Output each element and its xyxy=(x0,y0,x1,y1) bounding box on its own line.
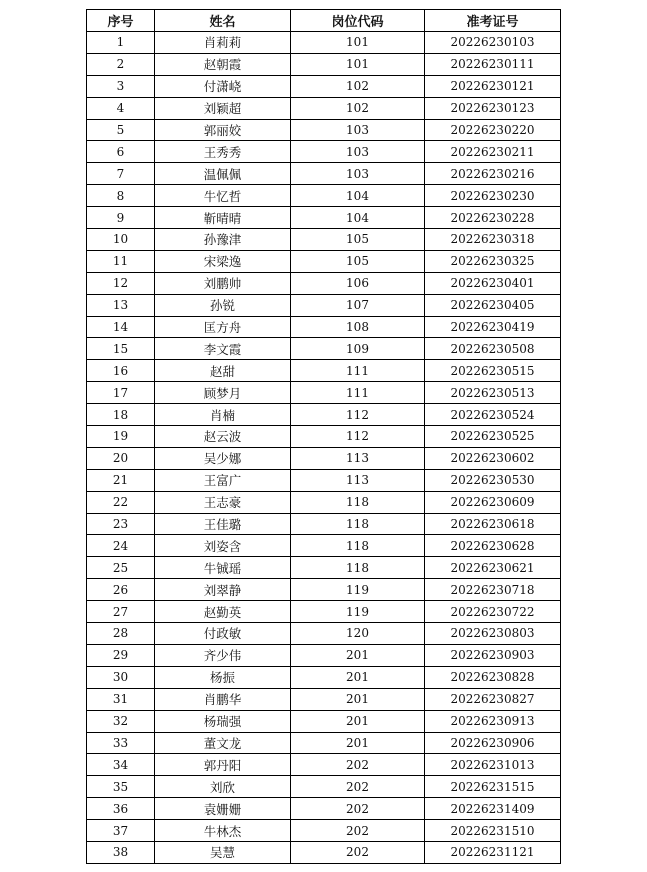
table-row xyxy=(87,513,561,535)
cell-post-code: 111 xyxy=(291,360,425,382)
cell-post-code: 201 xyxy=(291,688,425,710)
admission-list-container xyxy=(86,9,561,864)
cell-name: 付潇峣 xyxy=(155,75,291,97)
cell-post-code: 103 xyxy=(291,119,425,141)
cell-post-code: 118 xyxy=(291,557,425,579)
cell-exam-number: 20226230722 xyxy=(425,601,561,623)
cell-exam-number: 20226230906 xyxy=(425,732,561,754)
cell-post-code: 118 xyxy=(291,535,425,557)
cell-seq: 19 xyxy=(87,426,155,448)
cell-name: 王志豪 xyxy=(155,491,291,513)
cell-seq: 5 xyxy=(87,119,155,141)
table-row xyxy=(87,404,561,426)
cell-name: 赵甜 xyxy=(155,360,291,382)
header-seq: 序号 xyxy=(87,10,155,32)
cell-exam-number: 20226230602 xyxy=(425,447,561,469)
table-row xyxy=(87,447,561,469)
cell-exam-number: 20226230220 xyxy=(425,119,561,141)
cell-name: 肖楠 xyxy=(155,404,291,426)
table-row xyxy=(87,710,561,732)
table-body xyxy=(87,32,561,864)
table-row xyxy=(87,535,561,557)
cell-post-code: 102 xyxy=(291,97,425,119)
cell-exam-number: 20226230913 xyxy=(425,710,561,732)
cell-seq: 3 xyxy=(87,75,155,97)
cell-name: 刘姿含 xyxy=(155,535,291,557)
cell-seq: 38 xyxy=(87,841,155,863)
table-header xyxy=(87,10,561,32)
cell-post-code: 202 xyxy=(291,820,425,842)
cell-seq: 37 xyxy=(87,820,155,842)
cell-exam-number: 20226230103 xyxy=(425,32,561,54)
cell-post-code: 202 xyxy=(291,776,425,798)
cell-seq: 17 xyxy=(87,382,155,404)
table-row xyxy=(87,294,561,316)
cell-exam-number: 20226230405 xyxy=(425,294,561,316)
table-row xyxy=(87,754,561,776)
cell-name: 李文霞 xyxy=(155,338,291,360)
cell-seq: 27 xyxy=(87,601,155,623)
cell-post-code: 105 xyxy=(291,250,425,272)
table-row xyxy=(87,426,561,448)
table-row xyxy=(87,579,561,601)
cell-seq: 9 xyxy=(87,207,155,229)
table-row xyxy=(87,601,561,623)
cell-post-code: 201 xyxy=(291,710,425,732)
cell-seq: 11 xyxy=(87,250,155,272)
table-row xyxy=(87,666,561,688)
cell-seq: 29 xyxy=(87,644,155,666)
cell-seq: 22 xyxy=(87,491,155,513)
cell-exam-number: 20226230508 xyxy=(425,338,561,360)
cell-exam-number: 20226230419 xyxy=(425,316,561,338)
table-row xyxy=(87,185,561,207)
cell-post-code: 101 xyxy=(291,53,425,75)
cell-name: 刘鹏帅 xyxy=(155,272,291,294)
cell-exam-number: 20226231409 xyxy=(425,798,561,820)
table-row xyxy=(87,623,561,645)
cell-post-code: 103 xyxy=(291,163,425,185)
cell-post-code: 202 xyxy=(291,841,425,863)
cell-name: 王秀秀 xyxy=(155,141,291,163)
cell-exam-number: 20226230515 xyxy=(425,360,561,382)
cell-post-code: 105 xyxy=(291,229,425,251)
cell-name: 齐少伟 xyxy=(155,644,291,666)
cell-name: 牛林杰 xyxy=(155,820,291,842)
cell-name: 付政敏 xyxy=(155,623,291,645)
cell-exam-number: 20226230401 xyxy=(425,272,561,294)
cell-name: 袁姗姗 xyxy=(155,798,291,820)
cell-exam-number: 20226231515 xyxy=(425,776,561,798)
cell-post-code: 102 xyxy=(291,75,425,97)
table-row xyxy=(87,776,561,798)
cell-exam-number: 20226230618 xyxy=(425,513,561,535)
table-row xyxy=(87,688,561,710)
cell-name: 赵云波 xyxy=(155,426,291,448)
cell-seq: 8 xyxy=(87,185,155,207)
cell-name: 王富广 xyxy=(155,469,291,491)
cell-seq: 14 xyxy=(87,316,155,338)
cell-exam-number: 20226231121 xyxy=(425,841,561,863)
cell-exam-number: 20226230216 xyxy=(425,163,561,185)
cell-name: 肖鹏华 xyxy=(155,688,291,710)
cell-post-code: 104 xyxy=(291,207,425,229)
cell-post-code: 201 xyxy=(291,644,425,666)
cell-name: 孙豫津 xyxy=(155,229,291,251)
cell-name: 温佩佩 xyxy=(155,163,291,185)
cell-post-code: 119 xyxy=(291,579,425,601)
cell-name: 吴慧 xyxy=(155,841,291,863)
cell-name: 肖莉莉 xyxy=(155,32,291,54)
table-row xyxy=(87,32,561,54)
table-row xyxy=(87,841,561,863)
table-row xyxy=(87,250,561,272)
cell-post-code: 112 xyxy=(291,426,425,448)
cell-seq: 32 xyxy=(87,710,155,732)
table-row xyxy=(87,338,561,360)
cell-seq: 2 xyxy=(87,53,155,75)
cell-seq: 18 xyxy=(87,404,155,426)
cell-seq: 10 xyxy=(87,229,155,251)
cell-exam-number: 20226230530 xyxy=(425,469,561,491)
cell-post-code: 104 xyxy=(291,185,425,207)
cell-seq: 4 xyxy=(87,97,155,119)
table-row xyxy=(87,360,561,382)
table-row xyxy=(87,53,561,75)
cell-seq: 24 xyxy=(87,535,155,557)
cell-name: 郭丹阳 xyxy=(155,754,291,776)
cell-seq: 28 xyxy=(87,623,155,645)
cell-name: 靳晴晴 xyxy=(155,207,291,229)
cell-name: 王佳璐 xyxy=(155,513,291,535)
table-row xyxy=(87,97,561,119)
cell-exam-number: 20226230621 xyxy=(425,557,561,579)
cell-exam-number: 20226230121 xyxy=(425,75,561,97)
cell-post-code: 103 xyxy=(291,141,425,163)
cell-post-code: 202 xyxy=(291,754,425,776)
cell-name: 赵勤英 xyxy=(155,601,291,623)
cell-seq: 1 xyxy=(87,32,155,54)
cell-name: 杨瑞强 xyxy=(155,710,291,732)
cell-exam-number: 20226230230 xyxy=(425,185,561,207)
cell-post-code: 201 xyxy=(291,666,425,688)
cell-exam-number: 20226230513 xyxy=(425,382,561,404)
cell-post-code: 107 xyxy=(291,294,425,316)
cell-name: 刘翠静 xyxy=(155,579,291,601)
cell-post-code: 118 xyxy=(291,513,425,535)
table-row xyxy=(87,644,561,666)
table-row xyxy=(87,382,561,404)
cell-seq: 12 xyxy=(87,272,155,294)
cell-name: 牛忆哲 xyxy=(155,185,291,207)
cell-seq: 26 xyxy=(87,579,155,601)
cell-post-code: 111 xyxy=(291,382,425,404)
table-row xyxy=(87,272,561,294)
cell-name: 宋梁逸 xyxy=(155,250,291,272)
cell-name: 郭丽姣 xyxy=(155,119,291,141)
cell-post-code: 101 xyxy=(291,32,425,54)
table-row xyxy=(87,119,561,141)
header-name: 姓名 xyxy=(155,10,291,32)
table-row xyxy=(87,469,561,491)
cell-seq: 34 xyxy=(87,754,155,776)
admission-list-table xyxy=(86,9,561,864)
cell-post-code: 118 xyxy=(291,491,425,513)
cell-exam-number: 20226230123 xyxy=(425,97,561,119)
cell-exam-number: 20226231013 xyxy=(425,754,561,776)
table-row xyxy=(87,732,561,754)
cell-post-code: 202 xyxy=(291,798,425,820)
cell-name: 匡方舟 xyxy=(155,316,291,338)
cell-seq: 36 xyxy=(87,798,155,820)
cell-exam-number: 20226230524 xyxy=(425,404,561,426)
cell-exam-number: 20226230628 xyxy=(425,535,561,557)
cell-post-code: 108 xyxy=(291,316,425,338)
cell-seq: 13 xyxy=(87,294,155,316)
cell-post-code: 201 xyxy=(291,732,425,754)
cell-name: 赵朝霞 xyxy=(155,53,291,75)
table-row xyxy=(87,229,561,251)
table-row xyxy=(87,491,561,513)
cell-name: 孙锐 xyxy=(155,294,291,316)
cell-exam-number: 20226230718 xyxy=(425,579,561,601)
cell-exam-number: 20226230111 xyxy=(425,53,561,75)
cell-seq: 33 xyxy=(87,732,155,754)
table-row xyxy=(87,207,561,229)
cell-exam-number: 20226230318 xyxy=(425,229,561,251)
table-row xyxy=(87,163,561,185)
cell-seq: 21 xyxy=(87,469,155,491)
cell-exam-number: 20226230609 xyxy=(425,491,561,513)
cell-name: 顾梦月 xyxy=(155,382,291,404)
cell-post-code: 106 xyxy=(291,272,425,294)
cell-seq: 31 xyxy=(87,688,155,710)
cell-seq: 7 xyxy=(87,163,155,185)
cell-seq: 15 xyxy=(87,338,155,360)
cell-post-code: 113 xyxy=(291,469,425,491)
cell-exam-number: 20226230525 xyxy=(425,426,561,448)
cell-seq: 20 xyxy=(87,447,155,469)
cell-post-code: 120 xyxy=(291,623,425,645)
cell-seq: 23 xyxy=(87,513,155,535)
cell-exam-number: 20226231510 xyxy=(425,820,561,842)
table-row xyxy=(87,820,561,842)
table-row xyxy=(87,798,561,820)
cell-name: 刘欣 xyxy=(155,776,291,798)
table-row xyxy=(87,557,561,579)
cell-exam-number: 20226230325 xyxy=(425,250,561,272)
cell-exam-number: 20226230827 xyxy=(425,688,561,710)
cell-post-code: 113 xyxy=(291,447,425,469)
cell-exam-number: 20226230803 xyxy=(425,623,561,645)
cell-seq: 6 xyxy=(87,141,155,163)
cell-post-code: 112 xyxy=(291,404,425,426)
cell-post-code: 119 xyxy=(291,601,425,623)
cell-name: 吴少娜 xyxy=(155,447,291,469)
table-row xyxy=(87,75,561,97)
cell-name: 刘颖超 xyxy=(155,97,291,119)
cell-name: 杨振 xyxy=(155,666,291,688)
cell-name: 牛铖瑶 xyxy=(155,557,291,579)
table-row xyxy=(87,316,561,338)
cell-name: 董文龙 xyxy=(155,732,291,754)
table-row xyxy=(87,141,561,163)
cell-exam-number: 20226230903 xyxy=(425,644,561,666)
header-row xyxy=(87,10,561,32)
cell-exam-number: 20226230828 xyxy=(425,666,561,688)
cell-seq: 16 xyxy=(87,360,155,382)
cell-seq: 30 xyxy=(87,666,155,688)
header-post-code: 岗位代码 xyxy=(291,10,425,32)
cell-exam-number: 20226230228 xyxy=(425,207,561,229)
cell-seq: 25 xyxy=(87,557,155,579)
header-exam-number: 准考证号 xyxy=(425,10,561,32)
cell-post-code: 109 xyxy=(291,338,425,360)
cell-exam-number: 20226230211 xyxy=(425,141,561,163)
cell-seq: 35 xyxy=(87,776,155,798)
